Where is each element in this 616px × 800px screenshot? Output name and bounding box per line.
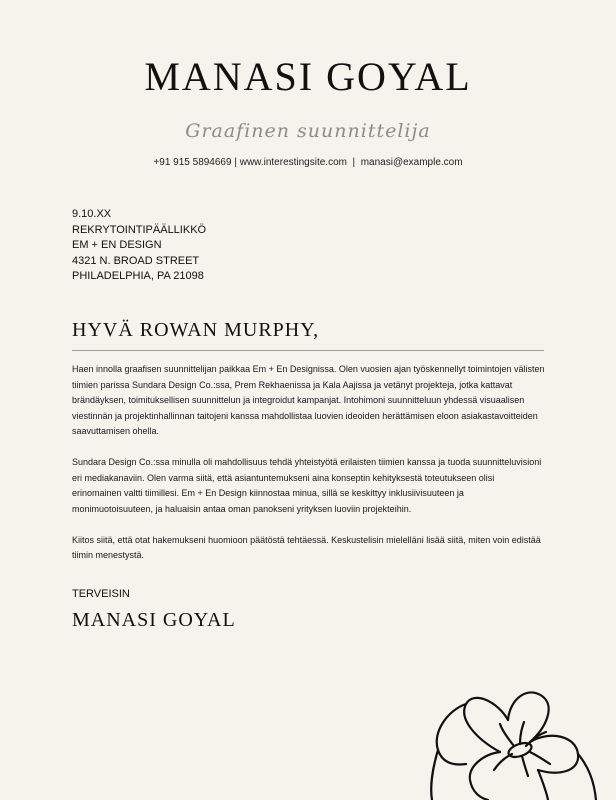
recipient-street: 4321 N. BROAD STREET [72,254,200,267]
closing-phrase: TERVEISIN [72,588,130,600]
body-paragraph: Sundara Design Co.:ssa minulla oli mahdollisuus tehdä yhteistyötä erilaisten tiimien kanssa ja tuoda suunnitteluvisioni eri mediakanaviin. Olen varma siitä, että asiantuntemukseni aina konseptin kehityksestä toteutukseen olisi erinomainen valtti tiimillesi. Em + En Design kiinnostaa minua, sillä se keskittyy inklusiivisuuteen ja monimuotoisuuteen, ja haluaisin antaa oman panokseni yrityksen luoviin projekteihin. [72,457,542,514]
body-paragraph: Haen innolla graafisen suunnittelijan paikkaa Em + En Designissa. Olen vuosien ajan työskennellyt toimintojen välisten tiimien parissa Sundara Design Co.:ssa, Prem Rekhaenissa ja Kala Aajissa ja vetänyt projekteja, jotka kattavat brändäyksen, toimituksellisen suunnittelun ja integroidut kampanjat. Intohimoni suunnitteluun yhdessä visuaalisen viestinnän ja projektinhallinnan taitojeni kanssa mahdollistaa luovien ideoiden herättämisen eloon asiakastavoitteiden saavuttamisen ohella. [72,364,545,436]
contact-line [0,156,616,170]
recipient-company: EM + EN DESIGN [72,239,162,251]
contact-separator: | [346,157,361,168]
flower-illustration-icon [418,680,616,800]
letterhead [0,54,616,170]
job-title: Graafinen suunnittelija [185,120,431,142]
divider [72,350,544,351]
recipient-title: REKRYTOINTIPÄÄLLIKKÖ [72,223,207,236]
salutation: HYVÄ ROWAN MURPHY, [72,319,320,341]
sender-name: MANASI GOYAL [144,54,472,99]
contact-separator: | [231,157,240,168]
recipient-address-block [72,207,206,285]
body-paragraph: Kiitos siitä, että otat hakemukseni huomioon päätöstä tehtäessä. Keskustelisin mielelläni lisää siitä, miten voin edistää tiimin menestystä. [72,534,541,560]
phone-number: +91 915 5894669 [153,157,232,168]
recipient-city: PHILADELPHIA, PA 21098 [72,270,204,282]
website-link[interactable]: www.interestingsite.com [239,157,347,168]
letter-body [72,362,546,579]
signature-name: MANASI GOYAL [72,609,236,631]
letter-date: 9.10.XX [72,208,112,220]
email-link[interactable]: manasi@example.com [360,157,463,168]
